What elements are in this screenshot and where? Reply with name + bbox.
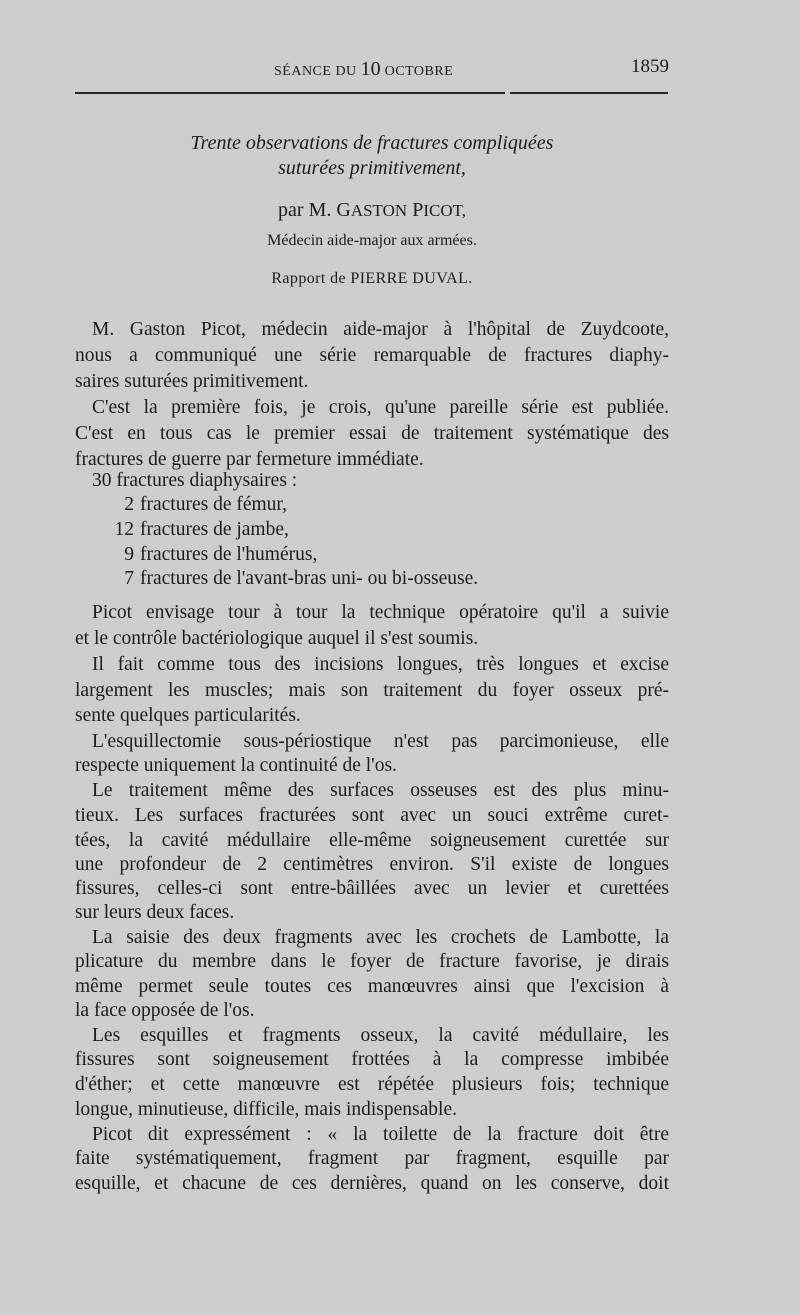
author-initial: P [412, 199, 424, 221]
list-item [104, 517, 289, 543]
text-line: sur leurs deux faces. [75, 902, 235, 923]
text-line: esquille, et chacune de ces dernières, quand on les conserve, doit [75, 1173, 669, 1194]
text-line: faite systématiquement, fragment par fragment, esquille par [75, 1148, 669, 1169]
text-line: nous a communiqué une série remarquable de fractures diaphy- [75, 345, 669, 366]
text-line: 30 fractures diaphysaires : [92, 470, 298, 491]
text-line: Il fait comme tous des incisions longues, très longues et excise [92, 654, 669, 675]
list-item-count: 7 [124, 568, 134, 589]
report-byline: Rapport de PIERRE DUVAL. [271, 270, 473, 287]
text-line: L'esquillectomie sous-périostique n'est pas parcimonieuse, elle [92, 731, 669, 752]
author-initial: G [336, 199, 351, 221]
text-line: M. Gaston Picot, médecin aide-major à l'hôpital de Zuydcoote, [92, 319, 669, 340]
text-line: La saisie des deux fragments avec les crochets de Lambotte, la [92, 927, 669, 948]
text-line: et le contrôle bactériologique auquel il s'est soumis. [75, 628, 479, 649]
article-author [75, 199, 669, 222]
running-title [274, 58, 453, 81]
page-header [75, 54, 669, 84]
text-line: Les esquilles et fragments osseux, la cavité médullaire, les [92, 1025, 669, 1046]
running-title-part: SÉANCE DU [274, 64, 361, 79]
author-prefix: par M. [278, 199, 337, 221]
text-line: sente quelques particularités. [75, 705, 301, 726]
text-line: C'est la première fois, je crois, qu'une pareille série est publiée. [92, 397, 669, 418]
list-item-count: 12 [114, 519, 134, 540]
text-line: largement les muscles; mais son traitement du foyer osseux pré- [75, 680, 669, 701]
text-line: Picot envisage tour à tour la technique opératoire qu'il a suivie [92, 602, 669, 623]
text-line: fissures sont soigneusement frottées à la compresse imbibée [75, 1049, 669, 1070]
text-line: la face opposée de l'os. [75, 1000, 255, 1021]
text-line: tieux. Les surfaces fracturées sont avec un souci extrême curet- [75, 805, 669, 826]
text-line: même permet seule toutes ces manœuvres ainsi que l'excision à [75, 976, 669, 997]
running-title-date: 10 [360, 58, 381, 80]
author-lastname: ICOT, [423, 201, 466, 220]
text-line: saires suturées primitivement. [75, 371, 309, 392]
list-item-text: fractures de jambe, [140, 519, 289, 540]
text-line: d'éther; et cette manœuvre est répétée plusieurs fois; technique [75, 1074, 669, 1095]
list-item [104, 566, 478, 592]
text-line: Le traitement même des surfaces osseuses est des plus minu- [92, 780, 669, 801]
text-line: fissures, celles-ci sont entre-bâillées avec un levier et curettées [75, 878, 669, 899]
text-line: tées, la cavité médullaire elle-même soigneusement curettée sur [75, 830, 669, 851]
author-firstname: ASTON [350, 201, 408, 220]
text-line: une profondeur de 2 centimètres environ. S'il existe de longues [75, 854, 669, 875]
header-rule [510, 92, 668, 94]
running-title-part: OCTOBRE [380, 64, 454, 79]
author-affiliation: Médecin aide-major aux armées. [267, 232, 477, 249]
text-line: fractures de guerre par fermeture immédiate. [75, 449, 424, 470]
list-item [104, 542, 317, 568]
text-line: Picot dit expressément : « la toilette de la fracture doit être [92, 1124, 669, 1145]
text-line: plicature du membre dans le foyer de fracture favorise, je dirais [75, 951, 669, 972]
list-item-text: fractures de l'humérus, [140, 544, 318, 565]
page-number: 1859 [631, 56, 669, 77]
article-title-line: Trente observations de fractures compliquées [190, 132, 554, 154]
list-item-count: 2 [124, 494, 134, 515]
header-rule [75, 92, 505, 94]
list-item-text: fractures de l'avant-bras uni- ou bi-osseuse. [140, 568, 479, 589]
text-line: longue, minutieuse, difficile, mais indispensable. [75, 1099, 457, 1120]
article-title-line: suturées primitivement, [278, 157, 466, 179]
list-item [104, 492, 287, 518]
list-item-text: fractures de fémur, [140, 494, 288, 515]
list-item-count: 9 [124, 544, 134, 565]
text-line: C'est en tous cas le premier essai de traitement systématique des [75, 423, 669, 444]
text-line: respecte uniquement la continuité de l'os. [75, 755, 397, 776]
